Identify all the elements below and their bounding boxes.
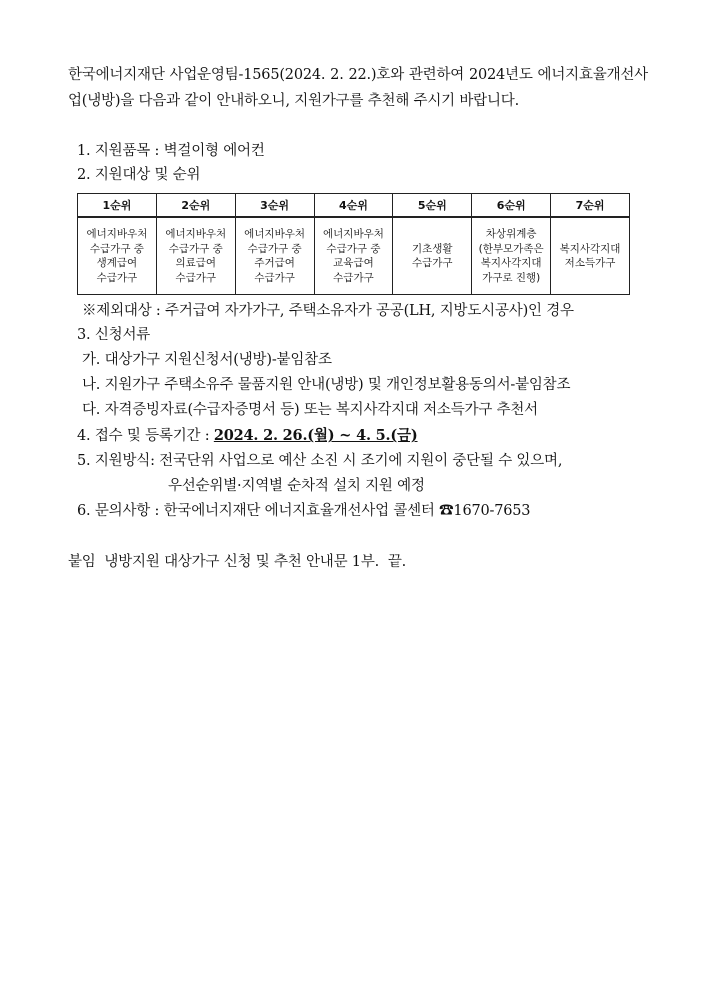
rank-header: 3순위 (235, 194, 314, 218)
method-line-1: 5. 지원방식: 전국단위 사업으로 예산 소진 시 조기에 지원이 중단될 수 있으며, (77, 453, 563, 469)
docs-item-b: 나. 지원가구 주택소유주 물품지원 안내(냉방) 및 개인정보활용동의서-붙임참조 (82, 377, 571, 393)
priority-table-header-row (78, 194, 630, 218)
item-support-target: 2. 지원대상 및 순위 (77, 167, 201, 183)
rank-cell: 복지사각지대 저소득가구 (551, 217, 630, 295)
period-value: 2024. 2. 26.(월) ~ 4. 5.(금) (213, 427, 418, 444)
rank-cell: 에너지바우처 수급가구 중 주거급여 수급가구 (235, 217, 314, 295)
rank-cell: 에너지바우처 수급가구 중 교육급여 수급가구 (314, 217, 393, 295)
method-line-2: 우선순위별·지역별 순차적 설치 지원 예정 (168, 478, 425, 494)
rank-header: 7순위 (551, 194, 630, 218)
rank-header: 2순위 (156, 194, 235, 218)
docs-title: 3. 신청서류 (77, 327, 151, 343)
docs-item-c: 다. 자격증빙자료(수급자증명서 등) 또는 복지사각지대 저소득가구 추천서 (82, 402, 538, 418)
rank-header: 1순위 (78, 194, 157, 218)
exclusion-note: ※제외대상 : 주거급여 자가가구, 주택소유자가 공공(LH, 지방도시공사)인 경우 (82, 303, 574, 319)
rank-cell: 에너지바우처 수급가구 중 의료급여 수급가구 (156, 217, 235, 295)
attachment-line: 붙임 냉방지원 대상가구 신청 및 추천 안내문 1부. 끝. (68, 554, 407, 570)
item-support-goods: 1. 지원품목 : 벽걸이형 에어컨 (77, 143, 265, 159)
rank-cell: 차상위계층 (한부모가족은 복지사각지대 가구로 진행) (472, 217, 551, 295)
rank-cell: 에너지바우처 수급가구 중 생계급여 수급가구 (78, 217, 157, 295)
rank-header: 4순위 (314, 194, 393, 218)
period-label: 4. 접수 및 등록기간 : (77, 428, 214, 444)
docs-item-a: 가. 대상가구 지원신청서(냉방)-붙임참조 (82, 352, 332, 368)
intro-paragraph: 한국에너지재단 사업운영팀-1565(2024. 2. 22.)호와 관련하여 2024년도 에너지효율개선사업(냉방)을 다음과 같이 안내하오니, 지원가구를 추천해 주시기 바랍니다. (68, 67, 648, 109)
rank-header: 6순위 (472, 194, 551, 218)
priority-table (77, 193, 630, 295)
period-line (77, 424, 418, 445)
contact-line: 6. 문의사항 : 한국에너지재단 에너지효율개선사업 콜센터 ☎1670-7653 (77, 503, 531, 519)
rank-cell: 기초생활 수급가구 (393, 217, 472, 295)
rank-header: 5순위 (393, 194, 472, 218)
priority-table-row (78, 217, 630, 295)
